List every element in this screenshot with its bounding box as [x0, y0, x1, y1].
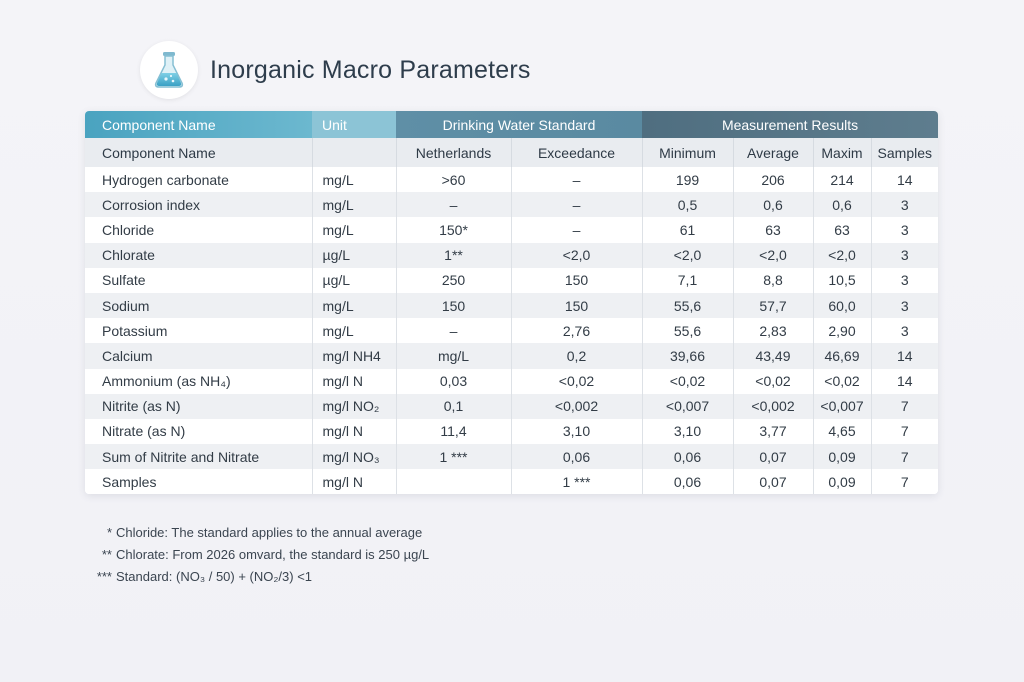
maximum-cell: <0,02 [813, 369, 871, 394]
minimum-cell: <0,02 [642, 369, 733, 394]
samples-cell: 7 [871, 419, 938, 444]
standard-cell: 150* [396, 217, 511, 242]
component-cell: Potassium [85, 318, 312, 343]
minimum-cell: 39,66 [642, 343, 733, 368]
component-cell: Nitrite (as N) [85, 394, 312, 419]
unit-cell: mg/L [312, 293, 396, 318]
standard-cell: 250 [396, 268, 511, 293]
group-header-measurement: Measurement Results [642, 111, 938, 138]
exceedance-cell: 2,76 [511, 318, 642, 343]
column-header: Netherlands [396, 138, 511, 167]
unit-cell: mg/l N [312, 469, 396, 494]
minimum-cell: 199 [642, 167, 733, 192]
unit-cell: mg/l NO₂ [312, 394, 396, 419]
minimum-cell: 61 [642, 217, 733, 242]
samples-cell: 7 [871, 394, 938, 419]
exceedance-cell: 0,06 [511, 444, 642, 469]
table-row [85, 444, 938, 469]
minimum-cell: 0,5 [642, 192, 733, 217]
average-cell: 2,83 [733, 318, 813, 343]
footnote-text: Chlorate: From 2026 omvard, the standard is 250 µg/L [116, 547, 430, 562]
table-row [85, 394, 938, 419]
exceedance-cell: 1 *** [511, 469, 642, 494]
samples-cell: 14 [871, 343, 938, 368]
maximum-cell: 60,0 [813, 293, 871, 318]
samples-cell: 3 [871, 243, 938, 268]
average-cell: 0,6 [733, 192, 813, 217]
average-cell: 206 [733, 167, 813, 192]
footnote-marker: * [106, 525, 112, 540]
maximum-cell: 2,90 [813, 318, 871, 343]
unit-cell: mg/l N [312, 419, 396, 444]
maximum-cell: 0,6 [813, 192, 871, 217]
minimum-cell: 55,6 [642, 293, 733, 318]
exceedance-cell: <0,02 [511, 369, 642, 394]
standard-cell: 1 *** [396, 444, 511, 469]
samples-cell: 7 [871, 469, 938, 494]
unit-cell: mg/L [312, 167, 396, 192]
column-header: Minimum [642, 138, 733, 167]
minimum-cell: <0,007 [642, 394, 733, 419]
samples-cell: 3 [871, 217, 938, 242]
unit-cell: mg/l NH4 [312, 343, 396, 368]
table-row [85, 167, 938, 192]
table-row [85, 293, 938, 318]
footnote [82, 566, 429, 588]
unit-cell: mg/L [312, 318, 396, 343]
standard-cell: 11,4 [396, 419, 511, 444]
unit-cell: µg/L [312, 268, 396, 293]
unit-cell: mg/L [312, 192, 396, 217]
parameters-table [85, 111, 938, 494]
maximum-cell: 4,65 [813, 419, 871, 444]
exceedance-cell: 3,10 [511, 419, 642, 444]
column-header: Exceedance [511, 138, 642, 167]
column-header: Component Name [85, 138, 312, 167]
table-row [85, 243, 938, 268]
table-body [85, 167, 938, 494]
table-row [85, 369, 938, 394]
standard-cell: – [396, 318, 511, 343]
table-row [85, 268, 938, 293]
footnote [82, 544, 429, 566]
minimum-cell: 55,6 [642, 318, 733, 343]
maximum-cell: 63 [813, 217, 871, 242]
table-row [85, 217, 938, 242]
group-header-unit: Unit [312, 111, 396, 138]
exceedance-cell: 150 [511, 268, 642, 293]
maximum-cell: 10,5 [813, 268, 871, 293]
table-row [85, 343, 938, 368]
standard-cell: 0,03 [396, 369, 511, 394]
component-cell: Hydrogen carbonate [85, 167, 312, 192]
standard-cell: >60 [396, 167, 511, 192]
column-header: Average [733, 138, 813, 167]
minimum-cell: 0,06 [642, 444, 733, 469]
exceedance-cell: 150 [511, 293, 642, 318]
component-cell: Corrosion index [85, 192, 312, 217]
parameters-table-card [85, 111, 938, 494]
component-cell: Chloride [85, 217, 312, 242]
component-cell: Nitrate (as N) [85, 419, 312, 444]
footnotes [82, 522, 429, 588]
samples-cell: 14 [871, 167, 938, 192]
average-cell: 43,49 [733, 343, 813, 368]
footnote-marker: ** [101, 547, 112, 562]
group-header-standard: Drinking Water Standard [396, 111, 642, 138]
table-row [85, 192, 938, 217]
maximum-cell: 214 [813, 167, 871, 192]
standard-cell: 150 [396, 293, 511, 318]
component-cell: Chlorate [85, 243, 312, 268]
standard-cell [396, 469, 511, 494]
samples-cell: 7 [871, 444, 938, 469]
component-cell: Ammonium (as NH₄) [85, 369, 312, 394]
maximum-cell: <0,007 [813, 394, 871, 419]
unit-cell: µg/L [312, 243, 396, 268]
maximum-cell: <2,0 [813, 243, 871, 268]
minimum-cell: 3,10 [642, 419, 733, 444]
column-header-row [85, 138, 938, 167]
average-cell: <0,002 [733, 394, 813, 419]
column-header: Samples [871, 138, 938, 167]
group-header-component: Component Name [85, 111, 312, 138]
samples-cell: 14 [871, 369, 938, 394]
maximum-cell: 46,69 [813, 343, 871, 368]
footnote-text: Standard: (NO₃ / 50) + (NO₂/3) <1 [116, 569, 313, 584]
minimum-cell: <2,0 [642, 243, 733, 268]
average-cell: 8,8 [733, 268, 813, 293]
component-cell: Sodium [85, 293, 312, 318]
minimum-cell: 7,1 [642, 268, 733, 293]
standard-cell: 0,1 [396, 394, 511, 419]
unit-cell: mg/L [312, 217, 396, 242]
exceedance-cell: <2,0 [511, 243, 642, 268]
page-title: Inorganic Macro Parameters [210, 55, 531, 84]
component-cell: Sum of Nitrite and Nitrate [85, 444, 312, 469]
exceedance-cell: 0,2 [511, 343, 642, 368]
average-cell: 3,77 [733, 419, 813, 444]
average-cell: <0,02 [733, 369, 813, 394]
samples-cell: 3 [871, 192, 938, 217]
average-cell: <2,0 [733, 243, 813, 268]
component-cell: Calcium [85, 343, 312, 368]
samples-cell: 3 [871, 318, 938, 343]
page-header [140, 40, 531, 100]
unit-cell: mg/l NO₃ [312, 444, 396, 469]
minimum-cell: 0,06 [642, 469, 733, 494]
flask-icon-badge [140, 41, 198, 99]
samples-cell: 3 [871, 268, 938, 293]
samples-cell: 3 [871, 293, 938, 318]
maximum-cell: 0,09 [813, 469, 871, 494]
average-cell: 57,7 [733, 293, 813, 318]
standard-cell: 1** [396, 243, 511, 268]
footnote-marker: *** [96, 569, 112, 584]
footnote-text: Chloride: The standard applies to the annual average [116, 525, 423, 540]
component-cell: Sulfate [85, 268, 312, 293]
unit-cell: mg/l N [312, 369, 396, 394]
footnote [82, 522, 429, 544]
average-cell: 0,07 [733, 444, 813, 469]
column-header: Maxim [813, 138, 871, 167]
group-header-row [85, 111, 938, 138]
maximum-cell: 0,09 [813, 444, 871, 469]
exceedance-cell: – [511, 217, 642, 242]
table-row [85, 318, 938, 343]
table-row [85, 419, 938, 444]
standard-cell: – [396, 192, 511, 217]
exceedance-cell: – [511, 167, 642, 192]
average-cell: 63 [733, 217, 813, 242]
average-cell: 0,07 [733, 469, 813, 494]
flask-icon [152, 50, 186, 90]
table-row [85, 469, 938, 494]
column-header [312, 138, 396, 167]
exceedance-cell: – [511, 192, 642, 217]
exceedance-cell: <0,002 [511, 394, 642, 419]
standard-cell: mg/L [396, 343, 511, 368]
component-cell: Samples [85, 469, 312, 494]
